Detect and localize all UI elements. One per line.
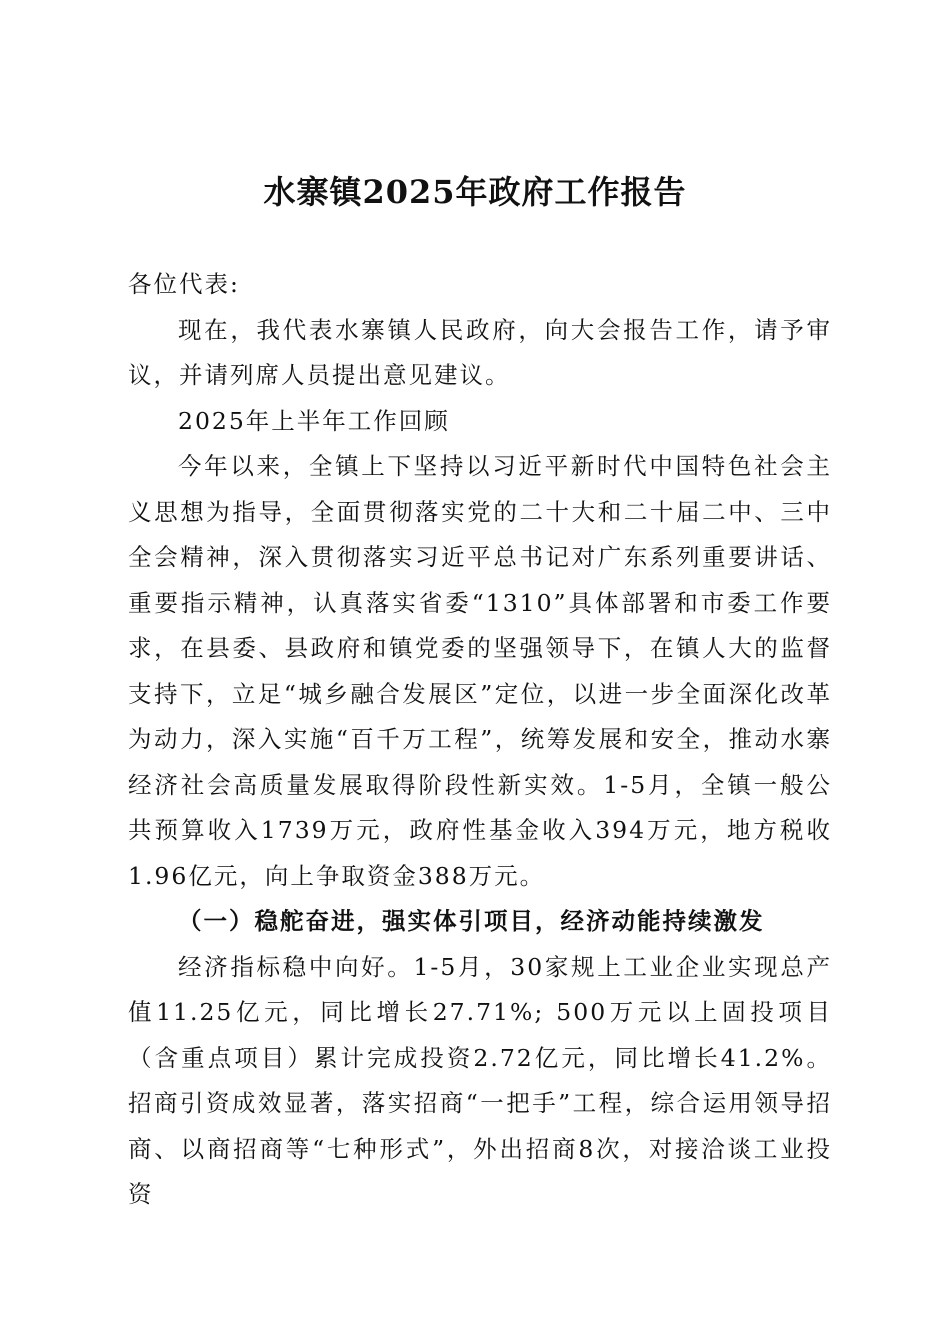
opening-paragraph: 现在，我代表水寨镇人民政府，向大会报告工作，请予审议，并请列席人员提出意见建议。 <box>128 315 832 389</box>
section-paragraph: 经济指标稳中向好。1-5月，30家规上工业企业实现总产值11.25亿元，同比增长27.71%; 500万元以上固投项目（含重点项目）累计完成投资2.72亿元，同比增长41.2%。招商引资成效显著，落实招商“一把手”工程，综合运用领导招商、以商招商等“七种形式”，外出招商8次，对接洽谈工业投资 <box>128 952 832 1208</box>
document-title: 水寨镇2025年政府工作报告 <box>263 173 687 211</box>
salutation: 各位代表: <box>128 270 240 298</box>
review-subtitle: 2025年上半年工作回顾 <box>178 406 450 435</box>
section-heading: （一）稳舵奋进，强实体引项目，经济动能持续激发 <box>178 907 765 935</box>
overview-paragraph: 今年以来，全镇上下坚持以习近平新时代中国特色社会主义思想为指导，全面贯彻落实党的二十大和二十届二中、三中全会精神，深入贯彻落实习近平总书记对广东系列重要讲话、重要指示精神，认真落实省委“1310”具体部署和市委工作要求，在县委、县政府和镇党委的坚强领导下，在镇人大的监督支持下，立足“城乡融合发展区”定位，以进一步全面深化改革为动力，深入实施“百千万工程”，统筹发展和安全，推动水寨经济社会高质量发展取得阶段性新实效。1-5月，全镇一般公共预算收入1739万元，政府性基金收入394万元，地方税收1.96亿元，向上争取资金388万元。 <box>128 452 832 890</box>
document-body <box>128 262 832 1218</box>
